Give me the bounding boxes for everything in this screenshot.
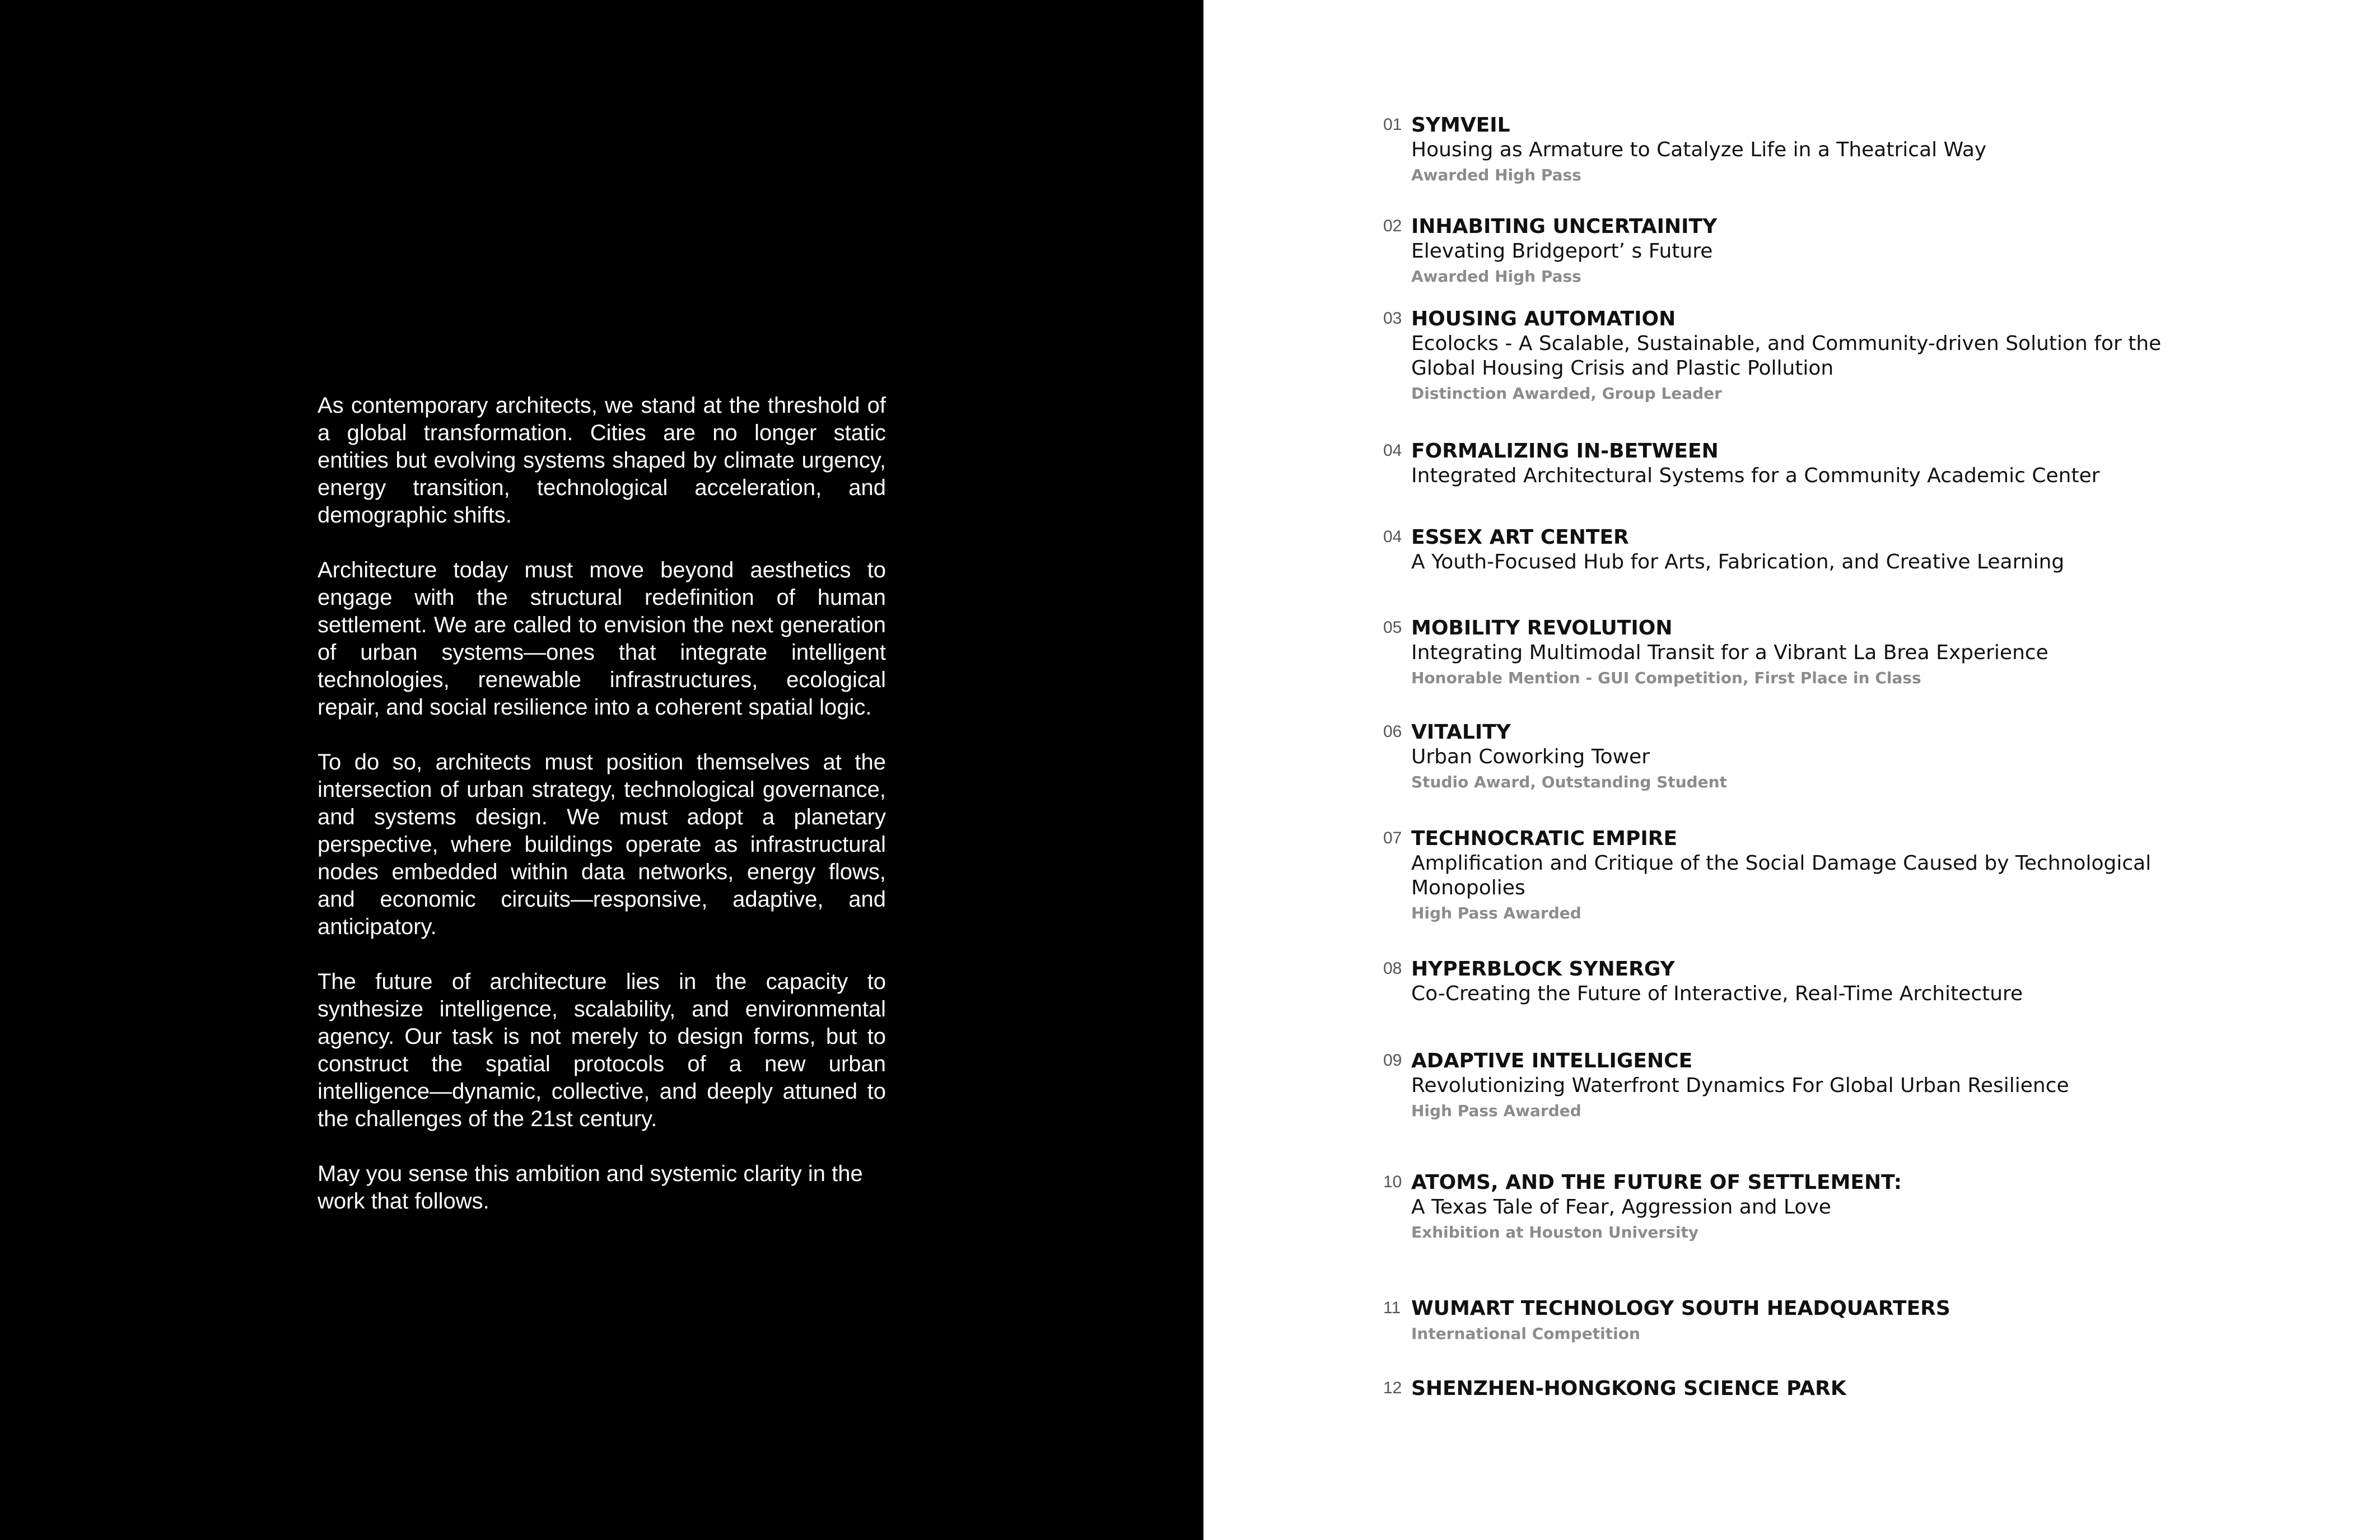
- toc-award: Awarded High Pass: [1411, 267, 1581, 286]
- toc-subtitle: Amplification and Critique of the Social Damage Caused by Technological Monopolies: [1411, 852, 2152, 899]
- toc-entry[interactable]: [1383, 113, 2195, 188]
- toc-award: Exhibition at Houston University: [1411, 1223, 1699, 1242]
- toc-entry[interactable]: [1383, 957, 2195, 1006]
- toc-number: 09: [1383, 1051, 1402, 1070]
- toc-entry[interactable]: [1383, 1049, 2195, 1124]
- toc-title: HYPERBLOCK SYNERGY: [1411, 958, 1675, 981]
- toc-title: VITALITY: [1411, 721, 1511, 744]
- toc-award: Distinction Awarded, Group Leader: [1411, 384, 1722, 403]
- toc-subtitle: Co-Creating the Future of Interactive, Real-Time Architecture: [1411, 982, 2023, 1005]
- toc-title: MOBILITY REVOLUTION: [1411, 617, 1673, 640]
- toc-subtitle: Ecolocks - A Scalable, Sustainable, and Community-driven Solution for the Global Housing Crisis and Plastic Pollution: [1411, 332, 2162, 380]
- toc-number: 03: [1383, 309, 1402, 328]
- toc-award: Honorable Mention - GUI Competition, First Place in Class: [1411, 669, 1921, 687]
- toc-subtitle: Housing as Armature to Catalyze Life in a Theatrical Way: [1411, 138, 1987, 161]
- toc-subtitle: A Youth-Focused Hub for Arts, Fabrication, and Creative Learning: [1411, 550, 2065, 573]
- toc-number: 01: [1383, 115, 1402, 134]
- toc-title: ESSEX ART CENTER: [1411, 526, 1629, 549]
- intro-paragraph: May you sense this ambition and systemic clarity in the work that follows.: [318, 1161, 863, 1214]
- intro-paragraph: Architecture today must move beyond aesthetics to engage with the structural redefinition of human settlement. We are called to envision the next generation of urban systems—ones that integrate intelligent technologies, renewable infrastructures, ecological repair, and social resilience into a coherent spatial logic.: [318, 558, 886, 720]
- toc-number: 12: [1383, 1379, 1402, 1397]
- toc-award: Studio Award, Outstanding Student: [1411, 773, 1727, 791]
- toc-subtitle: Elevating Bridgeport’ s Future: [1411, 240, 1713, 263]
- intro-paragraph: To do so, architects must position themselves at the intersection of urban strategy, technological governance, and systems design. We must adopt a planetary perspective, where buildings operate as infrastructural nodes embedded within data networks, energy flows, and economic circuits—responsive, adaptive, and anticipatory.: [318, 750, 886, 939]
- toc-entry[interactable]: [1383, 827, 2195, 926]
- toc-entry[interactable]: [1383, 616, 2195, 691]
- toc-subtitle: Revolutionizing Waterfront Dynamics For Global Urban Resilience: [1411, 1074, 2069, 1097]
- toc-title: WUMART TECHNOLOGY SOUTH HEADQUARTERS: [1411, 1297, 1950, 1320]
- toc-number: 04: [1383, 441, 1402, 460]
- toc-number: 11: [1383, 1299, 1401, 1317]
- toc-title: SHENZHEN-HONGKONG SCIENCE PARK: [1411, 1377, 1846, 1400]
- toc-entry[interactable]: [1383, 439, 2195, 488]
- toc-number: 10: [1383, 1173, 1402, 1191]
- toc-title: TECHNOCRATIC EMPIRE: [1411, 827, 1678, 850]
- toc-number: 04: [1383, 528, 1402, 546]
- toc-entry[interactable]: [1383, 1170, 2195, 1245]
- toc-entry[interactable]: [1383, 214, 2195, 290]
- toc-number: 06: [1383, 722, 1402, 741]
- toc-entry[interactable]: [1383, 1376, 2195, 1401]
- toc-award: High Pass Awarded: [1411, 1102, 1581, 1120]
- toc-number: 07: [1383, 829, 1402, 847]
- toc-number: 02: [1383, 217, 1402, 235]
- toc-subtitle: Integrated Architectural Systems for a Community Academic Center: [1411, 464, 2100, 487]
- toc-award: Awarded High Pass: [1411, 166, 1581, 184]
- toc-number: 08: [1383, 959, 1402, 978]
- toc-title: ATOMS, AND THE FUTURE OF SETTLEMENT:: [1411, 1171, 1902, 1194]
- toc-title: SYMVEIL: [1411, 114, 1510, 137]
- intro-paragraph: As contemporary architects, we stand at the threshold of a global transformation. Cities are no longer static entities but evolving systems shaped by climate urgency, energy transition, technological acceleration, and demographic shifts.: [318, 393, 886, 528]
- toc-title: ADAPTIVE INTELLIGENCE: [1411, 1049, 1693, 1072]
- toc-entry[interactable]: [1383, 720, 2195, 795]
- toc-entry[interactable]: [1383, 1296, 2195, 1347]
- intro-paragraph: The future of architecture lies in the capacity to synthesize intelligence, scalability, and environmental agency. Our task is not merely to design forms, but to construct the spatial protocols of a new urban intelligence—dynamic, collective, and deeply attuned to the challenges of the 21st century.: [318, 969, 886, 1131]
- toc-award: International Competition: [1411, 1324, 1640, 1343]
- toc-award: High Pass Awarded: [1411, 904, 1581, 922]
- toc-title: INHABITING UNCERTAINITY: [1411, 215, 1718, 238]
- toc-subtitle: Integrating Multimodal Transit for a Vibrant La Brea Experience: [1411, 641, 2048, 664]
- toc-number: 05: [1383, 618, 1402, 637]
- toc-title: FORMALIZING IN-BETWEEN: [1411, 440, 1719, 463]
- toc-title: HOUSING AUTOMATION: [1411, 307, 1676, 330]
- toc-subtitle: Urban Coworking Tower: [1411, 745, 1650, 768]
- toc-entry[interactable]: [1383, 525, 2195, 575]
- toc-entry[interactable]: [1383, 307, 2195, 407]
- toc-subtitle: A Texas Tale of Fear, Aggression and Love: [1411, 1196, 1831, 1219]
